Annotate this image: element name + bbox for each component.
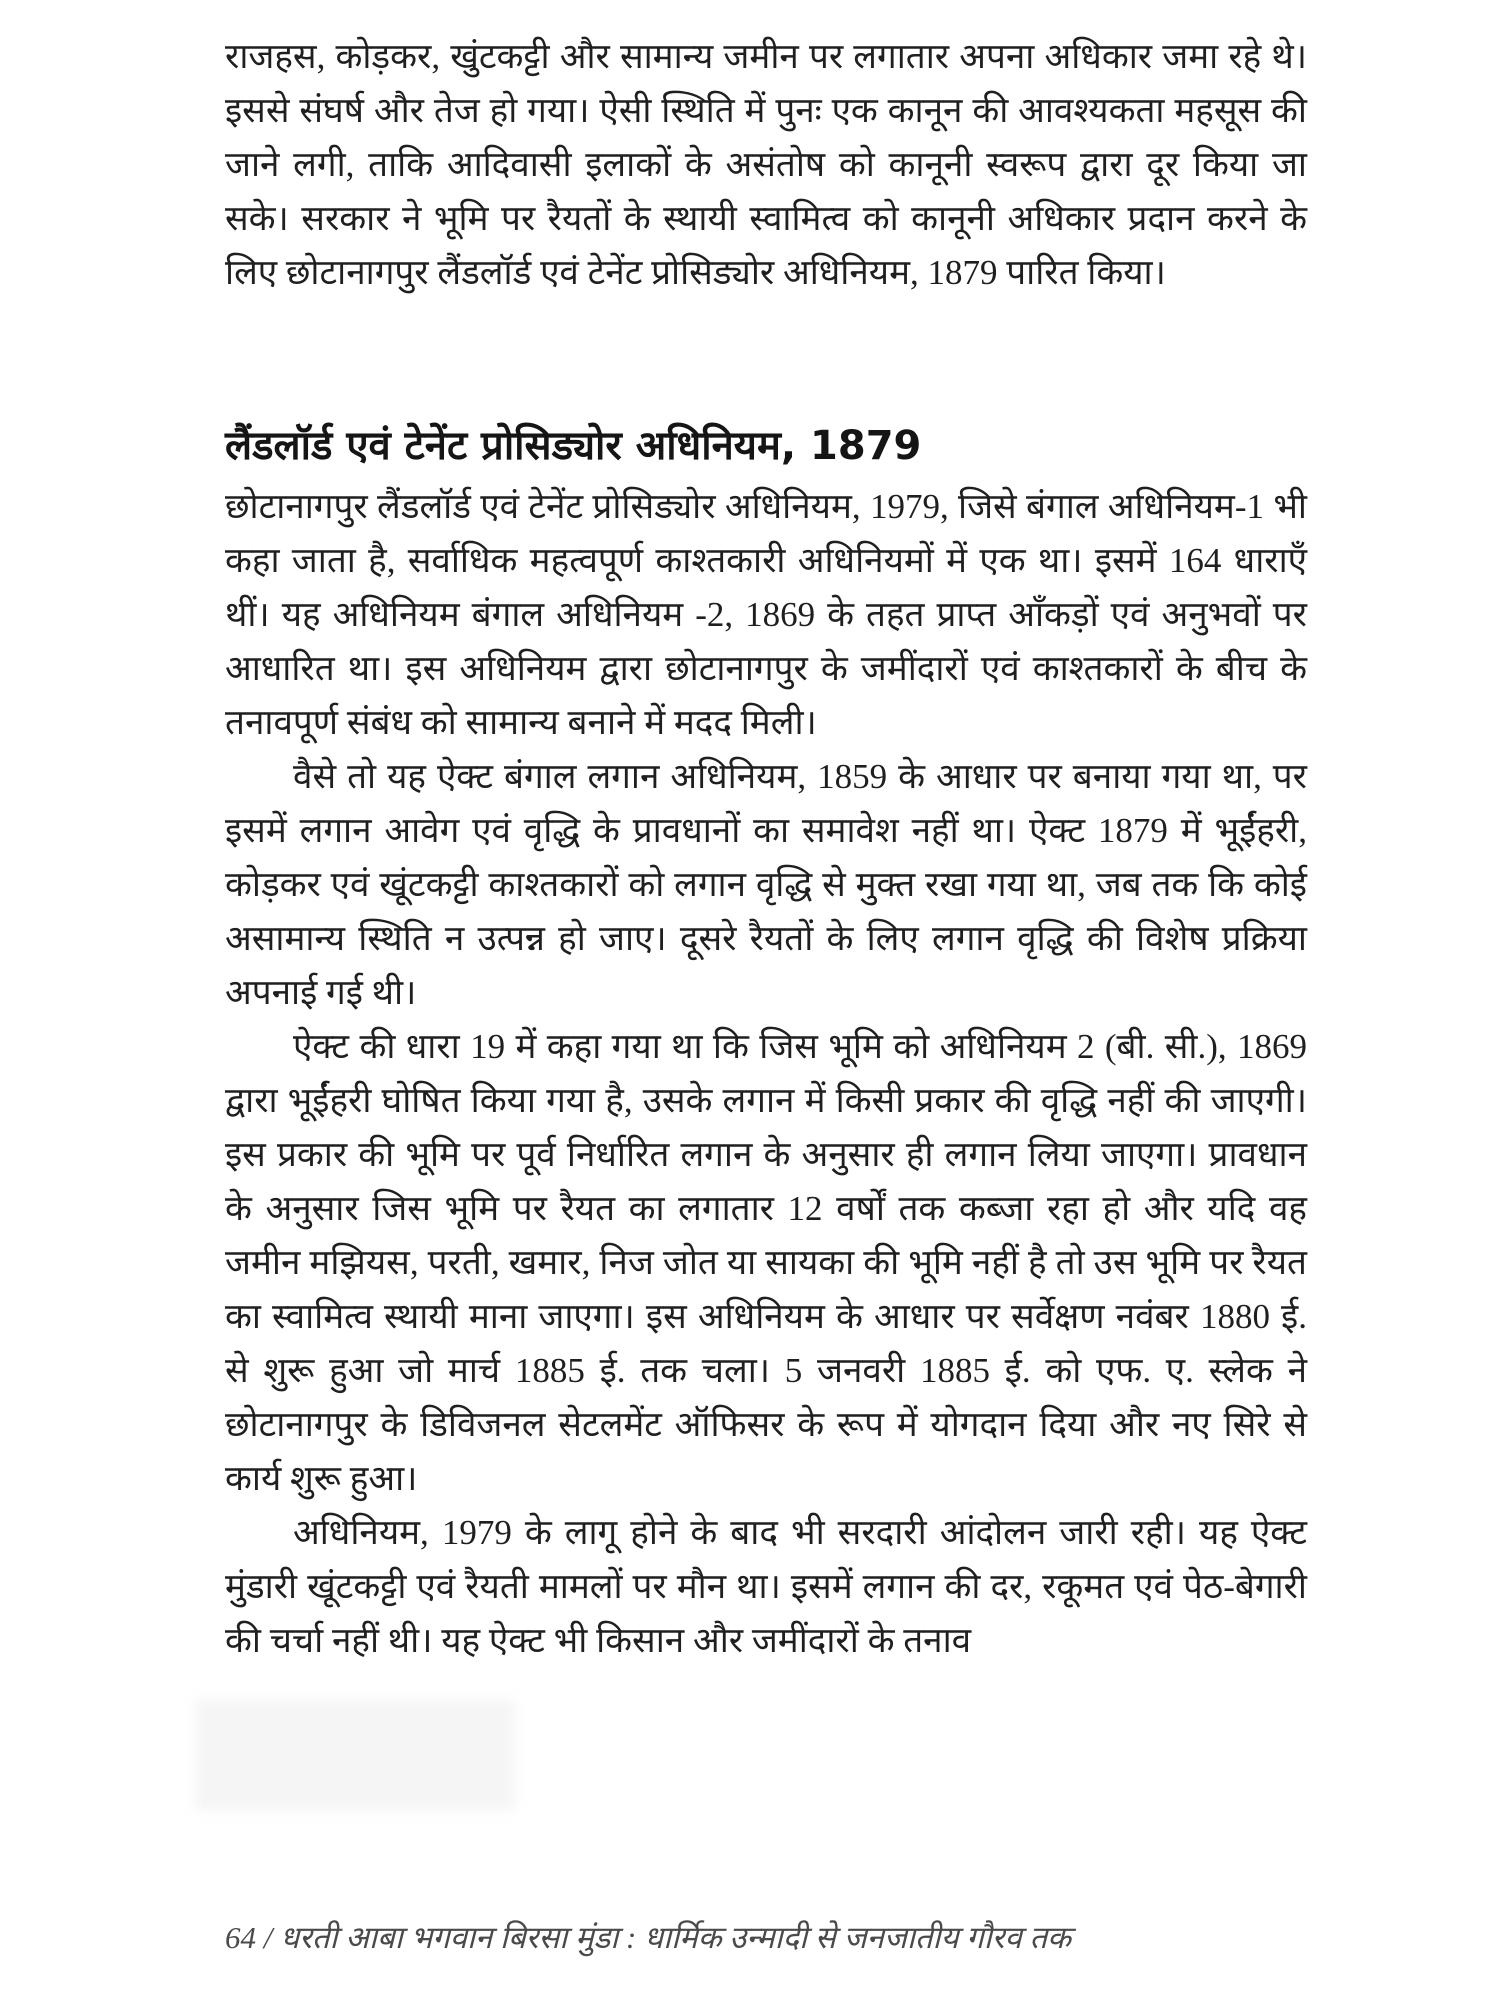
section-paragraph-4: अधिनियम, 1979 के लागू होने के बाद भी सरदारी आंदोलन जारी रही। यह ऐक्ट मुंडारी खूंटकट्टी एवं रैयती मामलों पर मौन था। इसमें लगान की दर, रकूमत एवं पेठ-बेगारी की चर्चा नहीं थी। यह ऐक्ट भी किसान और जमींदारों के तनाव [225,1513,1307,1660]
section-paragraph-2: वैसे तो यह ऐक्ट बंगाल लगान अधिनियम, 1859 के आधार पर बनाया गया था, पर इसमें लगान आवेग एवं वृद्धि के प्रावधानों का समावेश नहीं था। ऐक्ट 1879 में भूईंहरी, कोड़कर एवं खूंटकट्टी काश्तकारों को लगान वृद्धि से मुक्त रखा गया था, जब तक कि कोई असामान्य स्थिति न उत्पन्न हो जाए। दूसरे रैयतों के लिए लगान वृद्धि की विशेष प्रक्रिया अपनाई गई थी। [225,757,1307,1012]
scan-smudge [195,1700,515,1810]
intro-paragraph: राजहस, कोड़कर, खुंटकट्टी और सामान्य जमीन पर लगातार अपना अधिकार जमा रहे थे। इससे संघर्ष और तेज हो गया। ऐसी स्थिति में पुनः एक कानून की आवश्यकता महसूस की जाने लगी, ताकि आदिवासी इलाकों के असंतोष को कानूनी स्वरूप द्वारा दूर किया जा सके। सरकार ने भूमि पर रैयतों के स्थायी स्वामित्व को कानूनी अधिकार प्रदान करने के लिए छोटानागपुर लैंडलॉर्ड एवं टेनेंट प्रोसिड्योर अधिनियम, 1879 पारित किया। [225,37,1307,292]
section-paragraph-3: ऐक्ट की धारा 19 में कहा गया था कि जिस भूमि को अधिनियम 2 (बी. सी.), 1869 द्वारा भूईंहरी घोषित किया गया है, उसके लगान में किसी प्रकार की वृद्धि नहीं की जाएगी। इस प्रकार की भूमि पर पूर्व निर्धारित लगान के अनुसार ही लगान लिया जाएगा। प्रावधान के अनुसार जिस भूमि पर रैयत का लगातार 12 वर्षों तक कब्जा रहा हो और यदि वह जमीन मझियस, परती, खमार, निज जोत या सायका की भूमि नहीं है तो उस भूमि पर रैयत का स्वामित्व स्थायी माना जाएगा। इस अधिनियम के आधार पर सर्वेक्षण नवंबर 1880 ई. से शुरू हुआ जो मार्च 1885 ई. तक चला। 5 जनवरी 1885 ई. को एफ. ए. स्लेक ने छोटानागपुर के डिविजनल सेटलमेंट ऑफिसर के रूप में योगदान दिया और नए सिरे से कार्य शुरू हुआ। [225,1027,1307,1498]
section-paragraph-1: छोटानागपुर लैंडलॉर्ड एवं टेनेंट प्रोसिड्योर अधिनियम, 1979, जिसे बंगाल अधिनियम-1 भी कहा जाता है, सर्वाधिक महत्वपूर्ण काश्तकारी अधिनियमों में एक था। इसमें 164 धाराएँ थीं। यह अधिनियम बंगाल अधिनियम -2, 1869 के तहत प्राप्त आँकड़ों एवं अनुभवों पर आधारित था। इस अधिनियम द्वारा छोटानागपुर के जमींदारों एवं काश्तकारों के बीच के तनावपूर्ण संबंध को सामान्य बनाने में मदद मिली। [225,487,1307,742]
page-footer: 64 / धरती आबा भगवान बिरसा मुंडा : धार्मिक उन्मादी से जनजातीय गौरव तक [225,1920,1071,1955]
section-heading: लैंडलॉर्ड एवं टेनेंट प्रोसिड्योर अधिनियम, 1879 [225,423,922,469]
intro-text-block [225,30,1307,300]
section-body [225,480,1307,1668]
